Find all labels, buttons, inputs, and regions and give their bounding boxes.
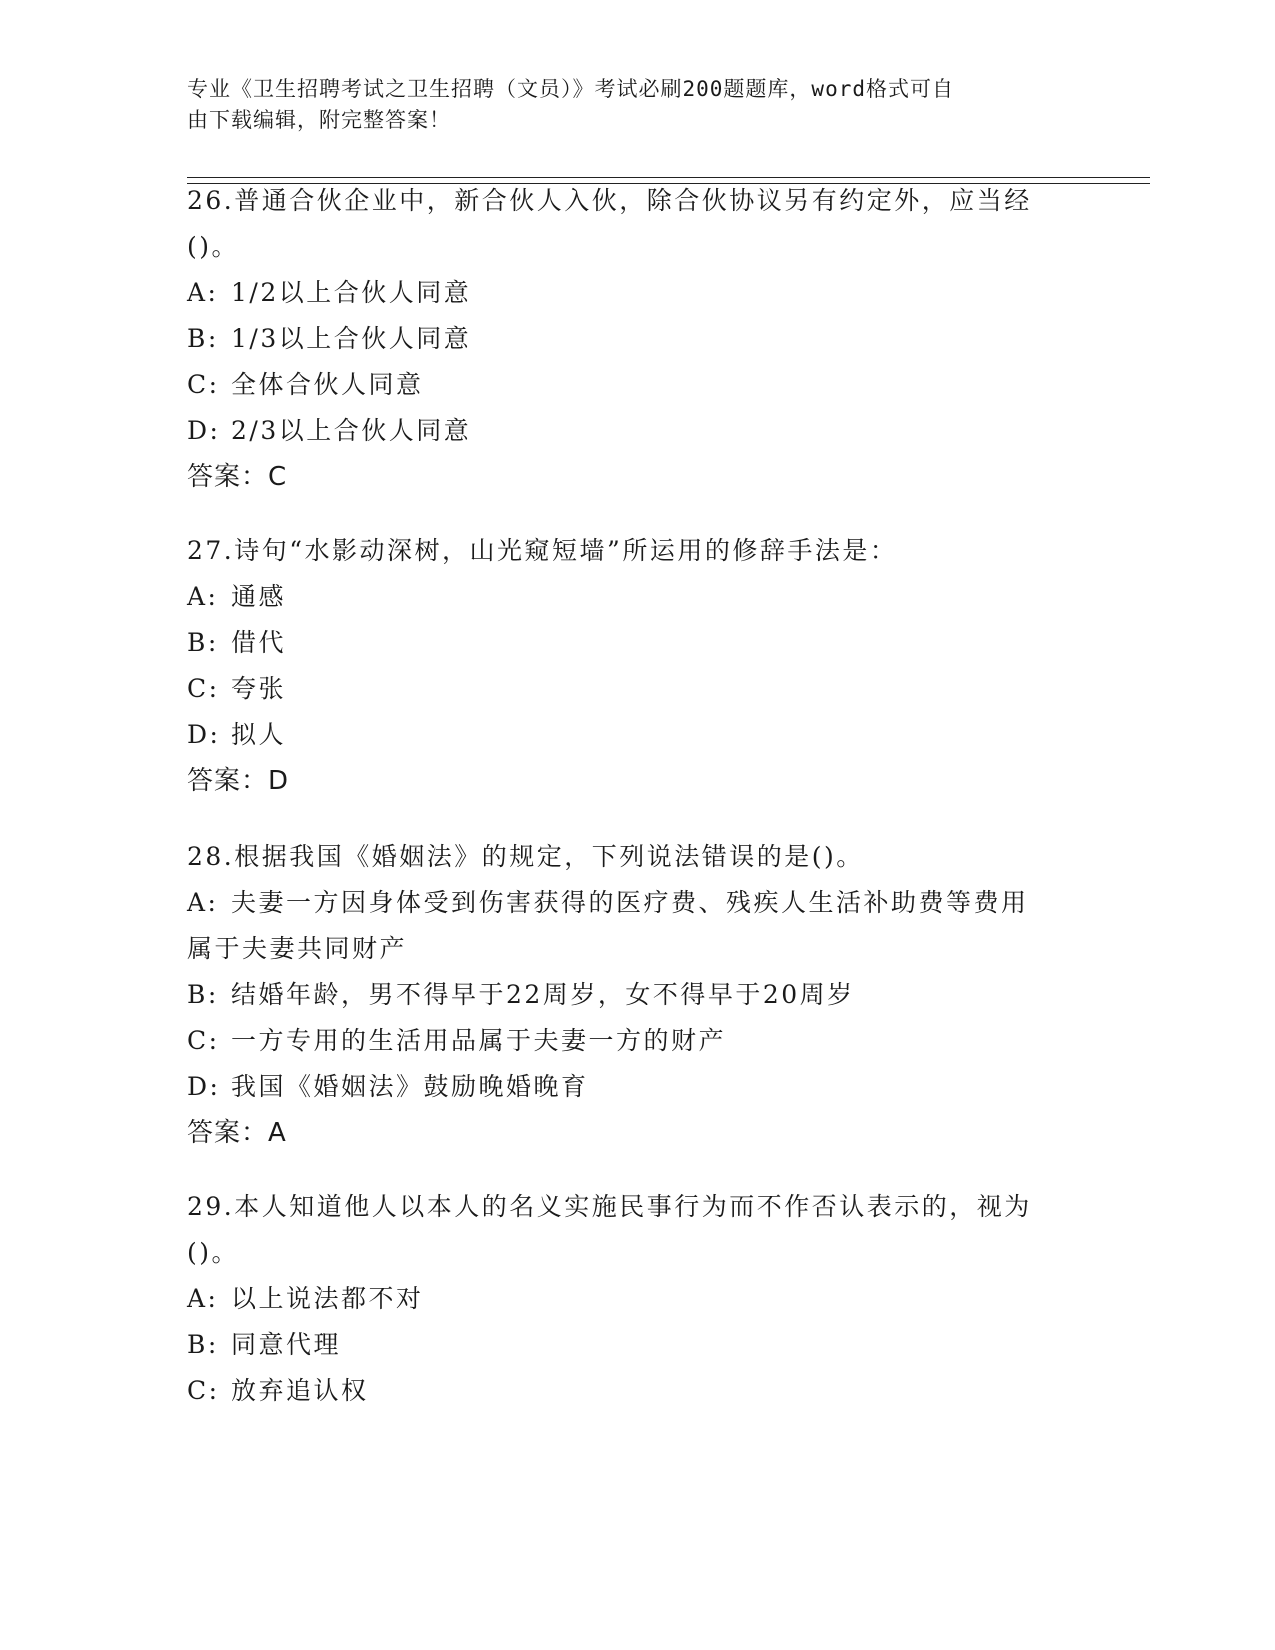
option-text: 1/2以上合伙人同意 [231,278,472,307]
option-text: 结婚年龄，男不得早于22周岁，女不得早于20周岁 [231,980,855,1009]
option-a-continued: 属于夫妻共同财产 [187,934,408,963]
option-key: D: [187,1072,221,1101]
option-a [187,574,1087,620]
option-text: 全体合伙人同意 [231,370,424,399]
answer-line: 答案：C [187,462,288,492]
option-key: D: [187,720,221,749]
question-stem-continued: ()。 [187,1238,240,1267]
option-key: B: [187,628,219,657]
option-text: 同意代理 [231,1330,342,1359]
option-c [187,362,1087,408]
option-key: C: [187,1376,220,1405]
option-a [187,880,1087,926]
option-b [187,1322,1087,1368]
option-key: C: [187,1026,220,1055]
question-27 [187,528,1087,804]
option-text: 放弃追认权 [231,1376,369,1405]
option-text: 一方专用的生活用品属于夫妻一方的财产 [231,1026,727,1055]
question-stem: 27.诗句“水影动深树，山光窥短墙”所运用的修辞手法是： [187,536,898,565]
option-text: 我国《婚姻法》鼓励晚婚晚育 [231,1072,589,1101]
option-text: 2/3以上合伙人同意 [231,416,472,445]
option-key: B: [187,980,219,1009]
option-key: D: [187,416,221,445]
option-text: 夸张 [231,674,287,703]
option-key: B: [187,1330,219,1359]
option-d [187,408,1087,454]
header-line-2: 由下载编辑，附完整答案！ [187,108,451,132]
option-key: A: [187,1284,219,1313]
option-a [187,270,1087,316]
option-key: C: [187,370,220,399]
document-header [187,74,1067,136]
question-stem: 29.本人知道他人以本人的名义实施民事行为而不作否认表示的，视为 [187,1192,1032,1221]
option-key: A: [187,278,219,307]
option-text: 以上说法都不对 [231,1284,424,1313]
option-text: 夫妻一方因身体受到伤害获得的医疗费、残疾人生活补助费等费用 [231,888,1029,917]
option-d [187,1064,1087,1110]
option-c [187,1018,1087,1064]
option-a [187,1276,1087,1322]
option-text: 通感 [231,582,287,611]
answer-line: 答案：A [187,1118,287,1148]
option-key: B: [187,324,219,353]
option-b [187,972,1087,1018]
option-key: A: [187,888,219,917]
option-key: C: [187,674,220,703]
option-d [187,712,1087,758]
option-b [187,620,1087,666]
header-line-1: 专业《卫生招聘考试之卫生招聘（文员）》考试必刷200题题库，word格式可自 [187,77,954,101]
option-b [187,316,1087,362]
answer-line: 答案：D [187,766,290,796]
option-key: A: [187,582,219,611]
option-c [187,1368,1087,1414]
option-c [187,666,1087,712]
question-26 [187,178,1087,500]
question-stem: 28.根据我国《婚姻法》的规定，下列说法错误的是()。 [187,842,864,871]
question-28 [187,834,1087,1156]
option-text: 拟人 [231,720,287,749]
option-text: 1/3以上合伙人同意 [231,324,472,353]
question-stem-continued: ()。 [187,232,240,261]
option-text: 借代 [231,628,287,657]
question-stem: 26.普通合伙企业中，新合伙人入伙，除合伙协议另有约定外，应当经 [187,186,1032,215]
question-29 [187,1184,1087,1414]
